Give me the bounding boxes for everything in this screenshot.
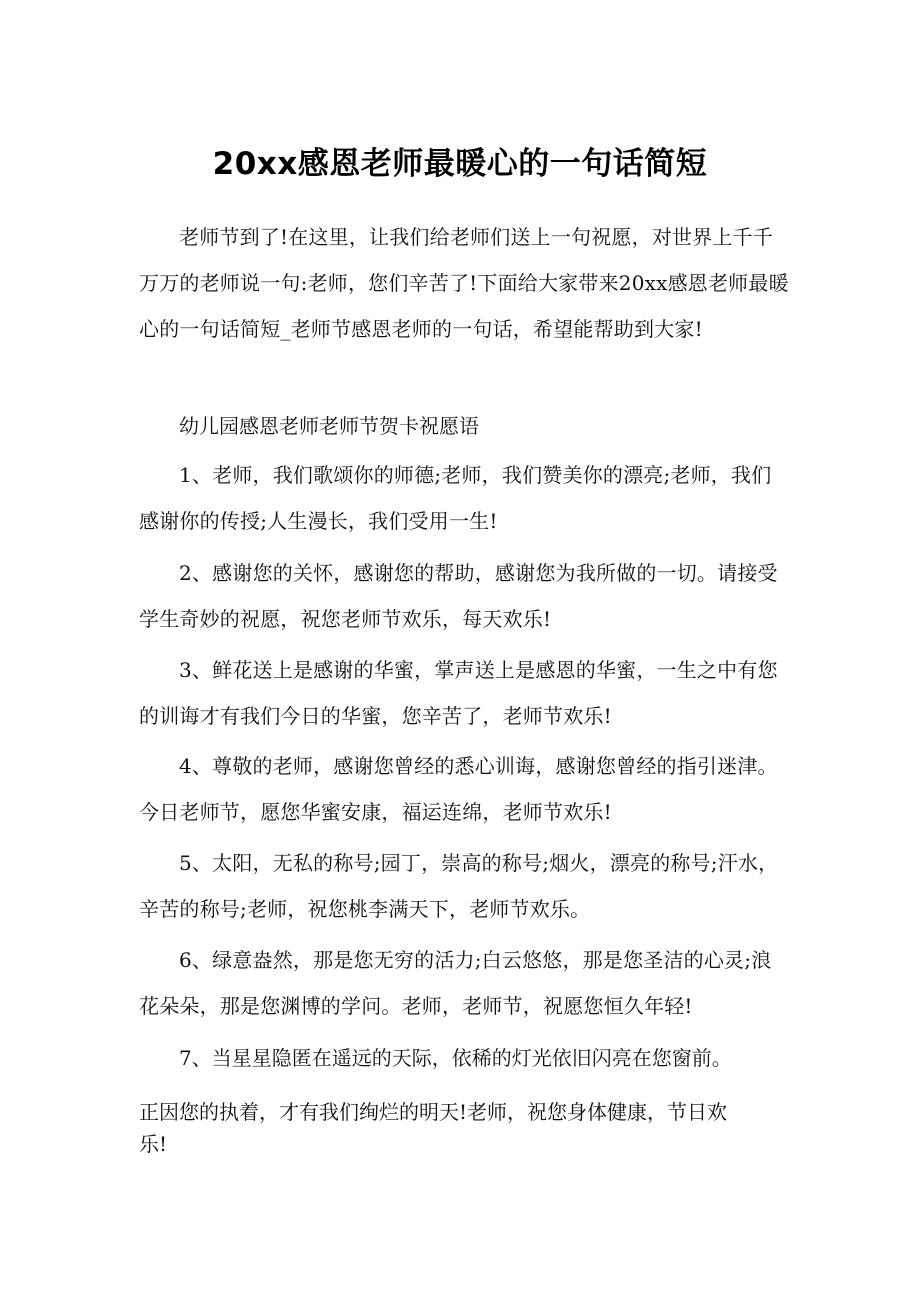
list-item-3: 3、鲜花送上是感谢的华蜜，掌声送上是感恩的华蜜，一生之中有您的训诲才有我们今日的华蜜，您辛苦了，老师节欢乐! [139,658,778,728]
list-item-1: 1、老师，我们歌颂你的师德;老师，我们赞美你的漂亮;老师，我们感谢你的传授;人生漫长，我们受用一生! [139,463,772,533]
section-heading: 幼儿园感恩老师老师节贺卡祝愿语 [179,414,479,438]
list-item-7-line-1: 7、当星星隐匿在遥远的天际，依稀的灯光依旧闪亮在您窗前。 [179,1046,732,1070]
list-item-6: 6、绿意盎然，那是您无穷的活力;白云悠悠，那是您圣洁的心灵;浪花朵朵，那是您渊博的学问。老师，老师节，祝愿您恒久年轻! [139,948,772,1018]
intro-paragraph: 老师节到了!在这里，让我们给老师们送上一句祝愿，对世界上千千万万的老师说一句:老师，您们辛苦了!下面给大家带来20xx感恩老师最暖心的一句话简短_老师节感恩老师的一句话，希望能帮助到大家! [139,225,789,341]
document-title: 20xx感恩老师最暖心的一句话简短 [212,146,708,182]
list-item-4: 4、尊敬的老师，感谢您曾经的悉心训诲，感谢您曾经的指引迷津。今日老师节，愿您华蜜安康，福运连绵，老师节欢乐! [139,754,778,824]
list-item-2: 2、感谢您的关怀，感谢您的帮助，感谢您为我所做的一切。请接受学生奇妙的祝愿，祝您老师节欢乐，每天欢乐! [139,561,778,631]
list-item-7-line-2: 正因您的执着，才有我们绚烂的明天!老师，祝您身体健康，节日欢乐! [139,1100,728,1156]
list-item-5: 5、太阳，无私的称号;园丁，崇高的称号;烟火，漂亮的称号;汗水，辛苦的称号;老师，祝您桃李满天下，老师节欢乐。 [139,851,779,921]
